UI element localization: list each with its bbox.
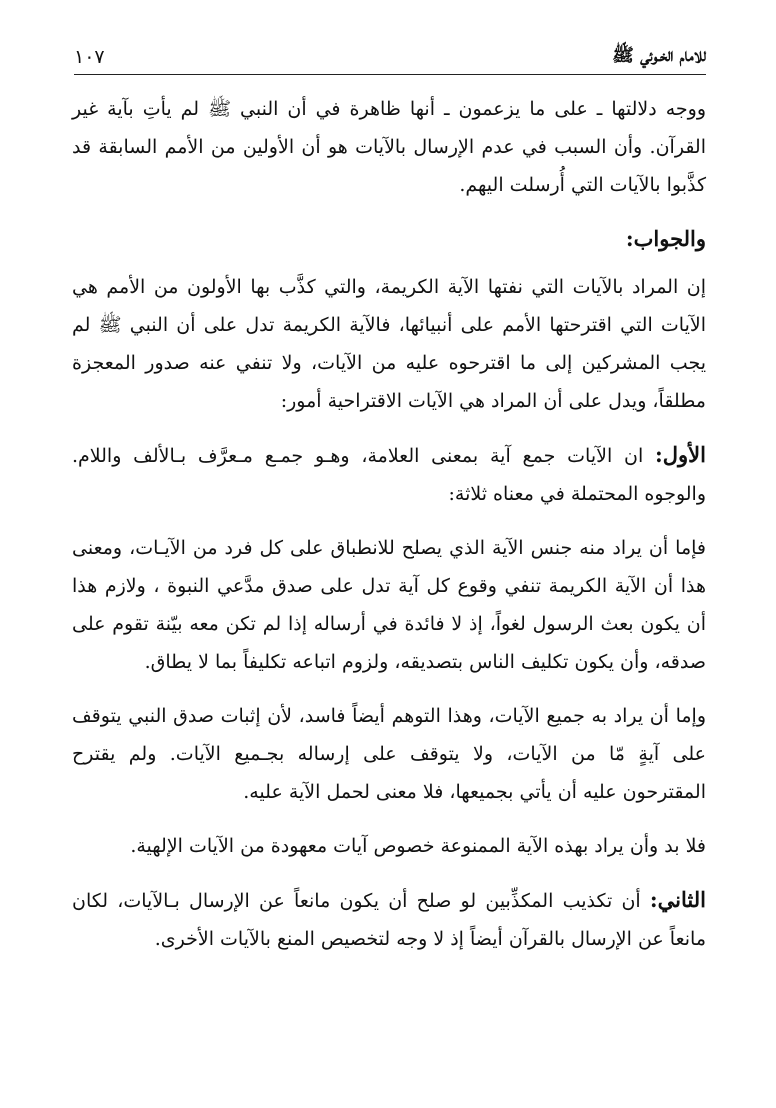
first-point-label: الأول:: [655, 442, 706, 467]
paragraph-option-genus: فإما أن يراد منه جنس الآية الذي يصلح للانطباق على كل فرد من الآيـات، ومعنى هذا أن الآية الكريمة تنفي وقوع كل آية تدل على صدق مدَّعي النبوة ، ولازم هذا أن يكون بعث الرسول لغواً، إذ لا فائدة في أرساله إذا لم تكن معه بيّنة تقوم على صدقه، وأن يكون تكليف الناس بتصديقه، ولزوم اتباعه تكليفاً بما لا يطاق.: [72, 537, 706, 673]
paragraph-first-point: [72, 436, 706, 513]
heading-answer: والجواب:: [625, 226, 706, 251]
second-point-text: أن تكذيب المكذِّبين لو صلح أن يكون مانعاً عن الإرسال بـالآيات، لكان مانعاً عن الإرسال بالقرآن أيضاً إذ لا وجه لتخصيص المنع بالآيات الأخرى.: [72, 890, 706, 950]
paragraph-interpretation: ووجه دلالتها ـ على ما يزعمون ـ أنها ظاهرة في أن النبي ﷺ لم يأتِ بآية غير القرآن. وأن السبب في عدم الإرسال بالآيات هو أن الأولين من الأمم السابقة قد كذَّبوا بالآيات التي أُرسلت اليهم.: [72, 98, 706, 196]
paragraph-answer: إن المراد بالآيات التي نفتها الآية الكريمة، والتي كذَّب بها الأولون من الأمم هي الآيات التي اقترحتها الأمم على أنبيائها، فالآية الكريمة تدل على أن النبي ﷺ لم يجب المشركين إلى ما اقترحوه عليه من الآيات، ولا تنفي عنه صدور المعجزة مطلقاً، ويدل على أن المراد هي الآيات الاقتراحية أمور:: [72, 276, 706, 412]
running-header: [74, 40, 706, 75]
paragraph-second-point: [72, 881, 706, 958]
paragraph-conclusion: فلا بد وأن يراد بهذه الآية الممنوعة خصوص آيات معهودة من الآيات الإلهية.: [130, 835, 706, 857]
page-number: ١٠٧: [74, 46, 105, 68]
second-point-label: الثاني:: [649, 887, 706, 912]
first-point-text: ان الآيات جمع آية بمعنى العلامة، وهـو جمـع مـعرَّف بـالألف واللام. والوجوه المحتملة في معناه ثلاثة:: [72, 445, 706, 505]
running-header-title: للامام الخـوئي ﷺ: [612, 45, 706, 66]
paragraph-option-all: وإما أن يراد به جميع الآيات، وهذا التوهم أيضاً فاسد، لأن إثبات صدق النبي يتوقف على آيةٍ مّا من الآيات، ولا يتوقف على إرساله بجـميع الآيات. ولم يقترح المقترحون عليه أن يأتي بجميعها، فلا معنى لحمل الآية عليه.: [72, 705, 706, 803]
body-text: [72, 90, 706, 970]
